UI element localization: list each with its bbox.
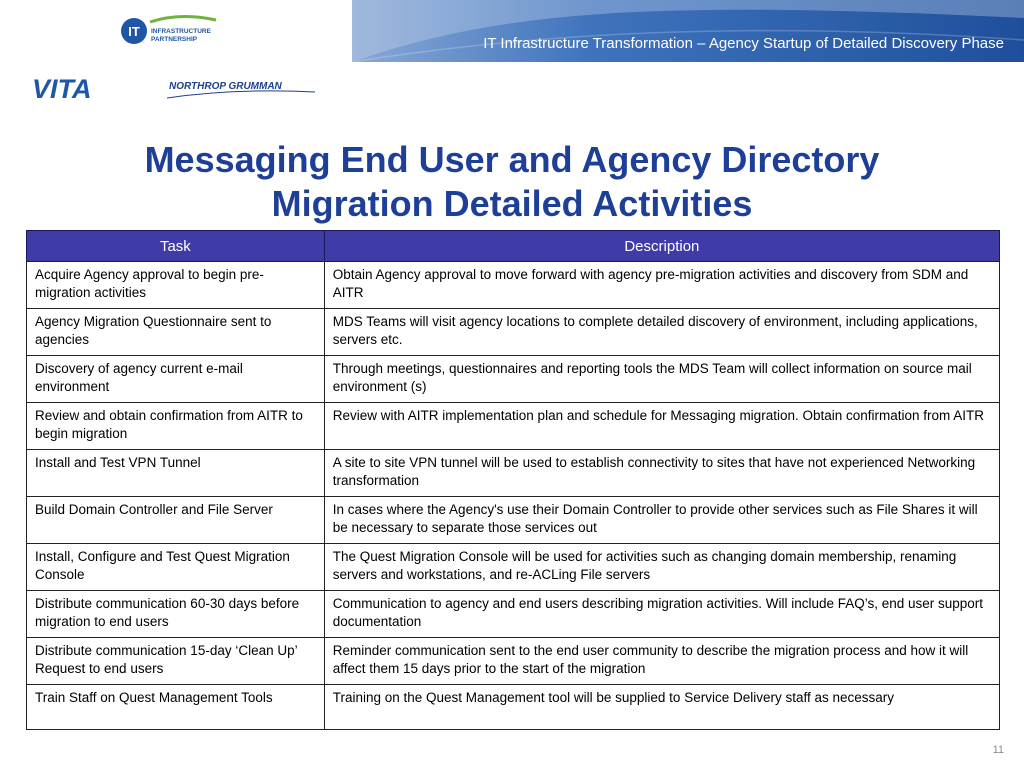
table-row bbox=[27, 262, 1000, 309]
description-cell: Through meetings, questionnaires and reporting tools the MDS Team will collect information on source mail environment (s) bbox=[324, 356, 999, 403]
description-cell: A site to site VPN tunnel will be used to establish connectivity to sites that have not experienced Networking transformation bbox=[324, 450, 999, 497]
banner-swoosh-graphic bbox=[352, 0, 1024, 62]
description-cell: The Quest Migration Console will be used for activities such as changing domain membership, renaming servers and workstations, and re-ACLing File servers bbox=[324, 544, 999, 591]
table-row bbox=[27, 497, 1000, 544]
task-cell: Acquire Agency approval to begin pre-migration activities bbox=[27, 262, 325, 309]
northrop-grumman-text: NORTHROP GRUMMAN bbox=[169, 81, 282, 92]
table-header-row bbox=[27, 231, 1000, 262]
task-cell: Review and obtain confirmation from AITR to begin migration bbox=[27, 403, 325, 450]
table-row bbox=[27, 638, 1000, 685]
it-logo-mark: IT bbox=[128, 24, 140, 39]
description-cell: Obtain Agency approval to move forward with agency pre-migration activities and discovery from SDM and AITR bbox=[324, 262, 999, 309]
it-logo-line1: INFRASTRUCTURE bbox=[151, 28, 211, 35]
table-row bbox=[27, 450, 1000, 497]
description-cell: MDS Teams will visit agency locations to complete detailed discovery of environment, including applications, servers etc. bbox=[324, 309, 999, 356]
table-row bbox=[27, 403, 1000, 450]
table-row bbox=[27, 685, 1000, 730]
table-row bbox=[27, 356, 1000, 403]
description-column-header: Description bbox=[324, 231, 999, 262]
task-cell: Distribute communication 60-30 days before migration to end users bbox=[27, 591, 325, 638]
activities-table bbox=[26, 230, 1000, 730]
table-row bbox=[27, 309, 1000, 356]
task-cell: Install, Configure and Test Quest Migration Console bbox=[27, 544, 325, 591]
page-number: 11 bbox=[992, 744, 1004, 756]
task-column-header: Task bbox=[27, 231, 325, 262]
description-cell: Communication to agency and end users describing migration activities. Will include FAQ’s, end user support documentation bbox=[324, 591, 999, 638]
banner-title: IT Infrastructure Transformation – Agency Startup of Detailed Discovery Phase bbox=[483, 35, 1004, 52]
slide-title-line1: Messaging End User and Agency Directory bbox=[144, 139, 880, 180]
description-cell: Review with AITR implementation plan and schedule for Messaging migration. Obtain confirmation from AITR bbox=[324, 403, 999, 450]
vita-logo-text: VITA bbox=[32, 74, 92, 102]
description-cell: Reminder communication sent to the end user community to describe the migration process and how it will affect them 15 days prior to the start of the migration bbox=[324, 638, 999, 685]
table-row bbox=[27, 591, 1000, 638]
task-cell: Install and Test VPN Tunnel bbox=[27, 450, 325, 497]
vita-logo bbox=[32, 74, 104, 102]
slide-title-line2: Migration Detailed Activities bbox=[271, 183, 753, 224]
table-row bbox=[27, 544, 1000, 591]
description-cell: In cases where the Agency's use their Domain Controller to provide other services such as File Shares it will be necessary to separate those services out bbox=[324, 497, 999, 544]
task-cell: Agency Migration Questionnaire sent to agencies bbox=[27, 309, 325, 356]
northrop-grumman-logo bbox=[165, 76, 320, 106]
slide-title bbox=[0, 138, 1024, 226]
it-logo-line2: PARTNERSHIP bbox=[151, 36, 198, 43]
task-cell: Distribute communication 15-day ‘Clean Up’ Request to end users bbox=[27, 638, 325, 685]
it-partnership-logo bbox=[120, 14, 220, 48]
task-cell: Build Domain Controller and File Server bbox=[27, 497, 325, 544]
task-cell: Train Staff on Quest Management Tools bbox=[27, 685, 325, 730]
task-cell: Discovery of agency current e-mail environment bbox=[27, 356, 325, 403]
description-cell: Training on the Quest Management tool will be supplied to Service Delivery staff as necessary bbox=[324, 685, 999, 730]
